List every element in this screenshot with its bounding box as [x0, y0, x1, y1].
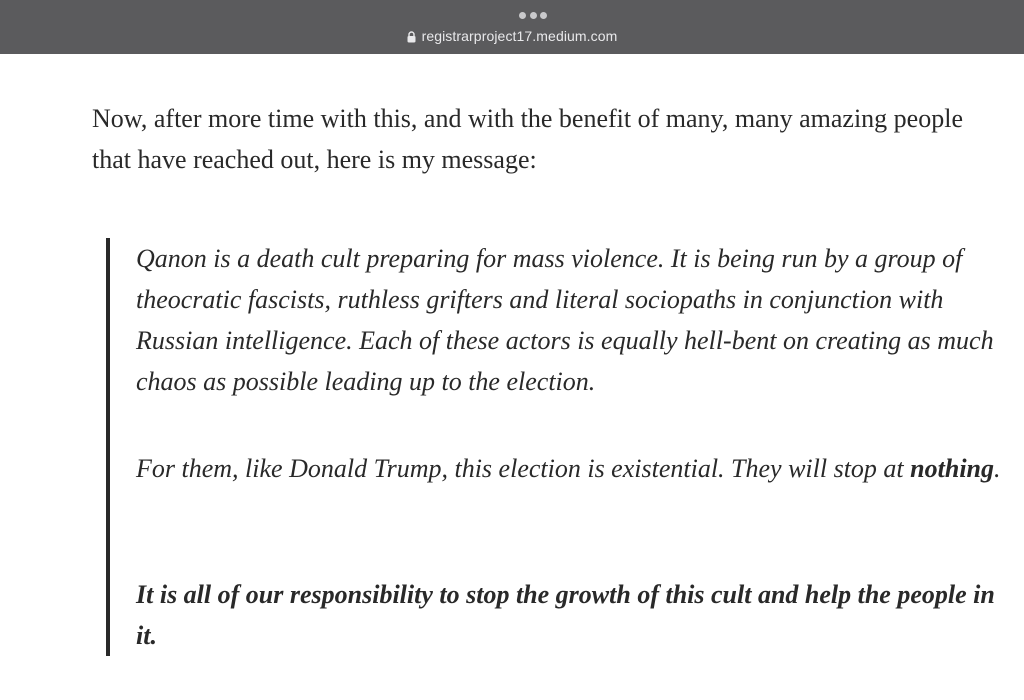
- address-bar[interactable]: [0, 26, 1024, 46]
- quote-punctuation: .: [994, 454, 1001, 483]
- quote-paragraph-2: [136, 448, 1016, 489]
- intro-paragraph: Now, after more time with this, and with the benefit of many, many amazing people that have reached out, here is my message:: [92, 104, 963, 174]
- quote-paragraph-1: Qanon is a death cult preparing for mass violence. It is being run by a group of theocratic fascists, ruthless grifters and literal sociopaths in conjunction with Russian intelligence. Each of these actors is equally hell-bent on creating as much chaos as possible leading up to the election.: [136, 244, 994, 396]
- url-text: registrarproject17.medium.com: [421, 28, 618, 44]
- article-content: [0, 54, 1024, 700]
- dot: [540, 12, 547, 19]
- browser-top-bar: [0, 0, 1024, 54]
- quote-paragraph-3: It is all of our responsibility to stop the growth of this cult and help the people in it.: [136, 580, 995, 650]
- emphasis-word: nothing: [910, 454, 994, 483]
- quote-text: For them, like Donald Trump, this election is existential. They will stop at: [136, 454, 911, 483]
- blockquote: [106, 238, 1024, 656]
- dot: [519, 12, 526, 19]
- dot: [530, 12, 537, 19]
- more-dots-icon[interactable]: [519, 11, 547, 19]
- lock-icon: [407, 30, 416, 42]
